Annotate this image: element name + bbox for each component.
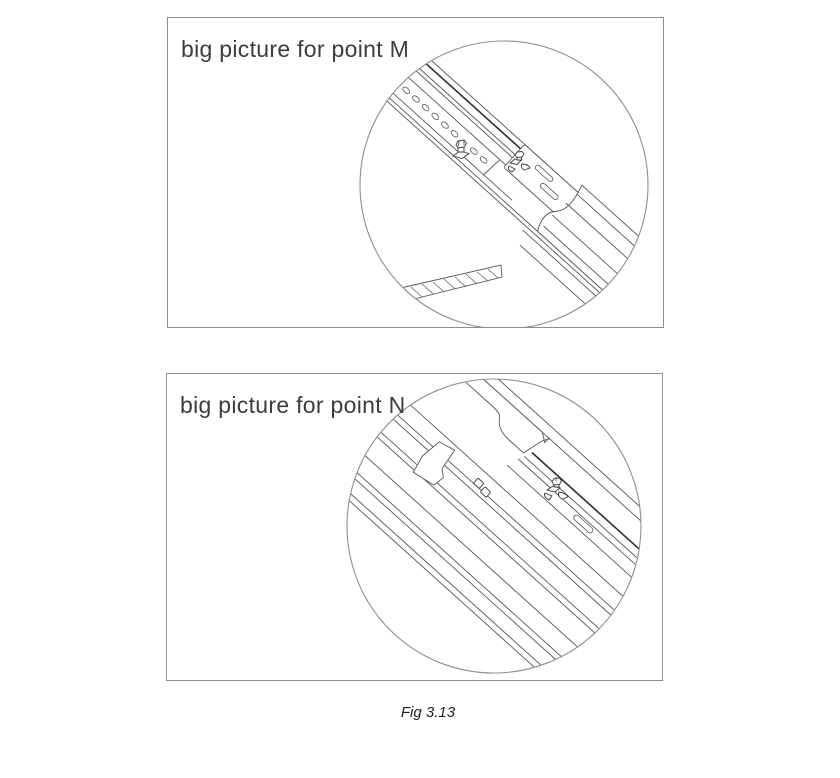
magnifier-circle-n — [347, 379, 641, 673]
detail-drawing-point-n — [167, 374, 662, 680]
panel-n-title: big picture for point N — [180, 392, 406, 418]
rail-assembly-n — [319, 374, 662, 680]
panel-point-n — [166, 373, 663, 681]
panel-point-m — [167, 17, 664, 328]
rail-assembly-m — [362, 39, 663, 327]
detail-drawing-point-m — [168, 18, 663, 327]
figure-caption: Fig 3.13 — [400, 704, 456, 721]
dark-frame-edge — [532, 452, 662, 576]
end-clamp-bolt-icon — [545, 477, 569, 500]
hatched-roof-batten-icon — [392, 265, 502, 304]
panel-m-title: big picture for point M — [181, 36, 410, 62]
bracket-tabs-icon — [472, 478, 492, 497]
perforated-strip-icon — [381, 66, 527, 200]
